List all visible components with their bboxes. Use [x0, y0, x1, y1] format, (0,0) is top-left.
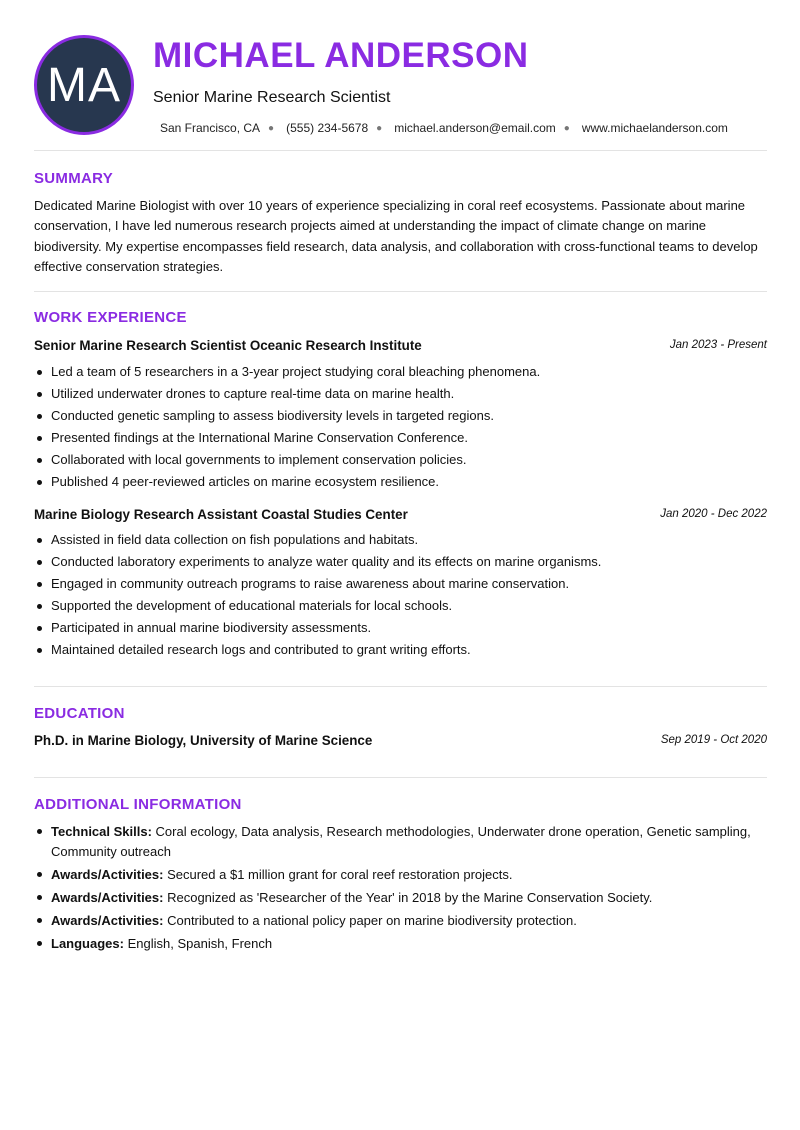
bullet-icon: [37, 582, 42, 587]
list-item: [34, 911, 769, 931]
additional-list: [34, 822, 769, 957]
list-item: Utilized underwater drones to capture real-time data on marine health.: [34, 385, 767, 407]
education-dates: Sep 2019 - Oct 2020: [660, 734, 767, 746]
degree: Ph.D. in Marine Biology, University of Marine Science: [34, 733, 373, 748]
bullet-icon: [37, 941, 42, 946]
bullet-icon: [37, 918, 42, 923]
contact-location: San Francisco, CA: [160, 121, 261, 135]
bullet-icon: [37, 872, 42, 877]
candidate-title: Senior Marine Research Scientist: [153, 89, 391, 106]
job-role: Senior Marine Research Scientist Oceanic Research Institute: [34, 338, 422, 353]
item-label: Awards/Activities:: [51, 912, 164, 928]
list-item: Engaged in community outreach programs to raise awareness about marine conservation.: [34, 575, 767, 597]
bullet-icon: [37, 648, 42, 653]
list-item: Maintained detailed research logs and contributed to grant writing efforts.: [34, 641, 767, 663]
list-item: Assisted in field data collection on fish populations and habitats.: [34, 531, 767, 553]
contact-email[interactable]: michael.anderson@email.com: [394, 121, 556, 135]
list-item: [34, 865, 769, 885]
list-item: Participated in annual marine biodiversity assessments.: [34, 619, 767, 641]
bullet-icon: [37, 480, 42, 485]
list-item: [34, 888, 769, 908]
separator-dot-icon: ●: [563, 122, 570, 134]
bullet-icon: [37, 829, 42, 834]
contact-phone: (555) 234-5678: [286, 121, 369, 135]
divider: [34, 150, 767, 151]
list-item: [34, 934, 769, 954]
divider: [34, 291, 767, 292]
separator-dot-icon: ●: [376, 122, 383, 134]
avatar: [34, 35, 134, 135]
job-dates: Jan 2023 - Present: [669, 339, 767, 351]
item-text: English, Spanish, French: [127, 935, 273, 951]
item-label: Awards/Activities:: [51, 889, 164, 905]
list-item: Supported the development of educational materials for local schools.: [34, 597, 767, 619]
education-entry: [34, 733, 767, 748]
job-bullets: [34, 363, 767, 496]
summary-text: Dedicated Marine Biologist with over 10 years of experience specializing in coral reef ecosystems. Passionate about marine conservation, I have led numerous research projects aimed at understanding the impact of climate change on marine biodiversity. My expertise encompasses field research, data analysis, and collaboration with cross-functional teams to develop effective conservation strategies.: [34, 198, 758, 274]
bullet-icon: [37, 538, 42, 543]
bullet-icon: [37, 414, 42, 419]
job-role: Marine Biology Research Assistant Coastal Studies Center: [34, 507, 408, 522]
list-item: Led a team of 5 researchers in a 3-year project studying coral bleaching phenomena.: [34, 363, 767, 385]
item-text: Recognized as 'Researcher of the Year' in 2018 by the Marine Conservation Society.: [167, 889, 653, 905]
bullet-icon: [37, 895, 42, 900]
separator-dot-icon: ●: [268, 122, 275, 134]
list-item: Published 4 peer-reviewed articles on marine ecosystem resilience.: [34, 473, 767, 495]
item-text: Secured a $1 million grant for coral reef restoration projects.: [167, 866, 513, 882]
bullet-icon: [37, 392, 42, 397]
list-item: Collaborated with local governments to implement conservation policies.: [34, 451, 767, 473]
bullet-icon: [37, 626, 42, 631]
divider: [34, 686, 767, 687]
summary-heading: SUMMARY: [34, 170, 114, 187]
list-item: Conducted genetic sampling to assess biodiversity levels in targeted regions.: [34, 407, 767, 429]
item-text: Contributed to a national policy paper on marine biodiversity protection.: [167, 912, 577, 928]
bullet-icon: [37, 560, 42, 565]
item-label: Technical Skills:: [51, 824, 152, 839]
education-heading: EDUCATION: [34, 705, 125, 722]
candidate-name: MICHAEL ANDERSON: [153, 36, 529, 75]
bullet-icon: [37, 604, 42, 609]
job-header: [34, 338, 767, 356]
job-header: [34, 507, 767, 525]
list-item: [34, 822, 769, 861]
bullet-icon: [37, 458, 42, 463]
item-text: Coral ecology, Data analysis, Research methodologies, Underwater drone operation, Genetic sampling, Community outreach: [51, 824, 751, 859]
job-bullets: [34, 531, 767, 664]
bullet-icon: [37, 370, 42, 375]
avatar-initials: MA: [47, 58, 121, 112]
list-item: Conducted laboratory experiments to analyze water quality and its effects on marine organisms.: [34, 553, 767, 575]
contact-bar: [160, 121, 728, 135]
list-item: Presented findings at the International Marine Conservation Conference.: [34, 429, 767, 451]
divider: [34, 777, 767, 778]
item-label: Languages:: [51, 935, 124, 951]
contact-website[interactable]: www.michaelanderson.com: [581, 121, 728, 135]
additional-heading: ADDITIONAL INFORMATION: [34, 796, 242, 813]
item-label: Awards/Activities:: [51, 866, 164, 882]
experience-heading: WORK EXPERIENCE: [34, 309, 187, 326]
job-dates: Jan 2020 - Dec 2022: [660, 508, 767, 520]
bullet-icon: [37, 436, 42, 441]
